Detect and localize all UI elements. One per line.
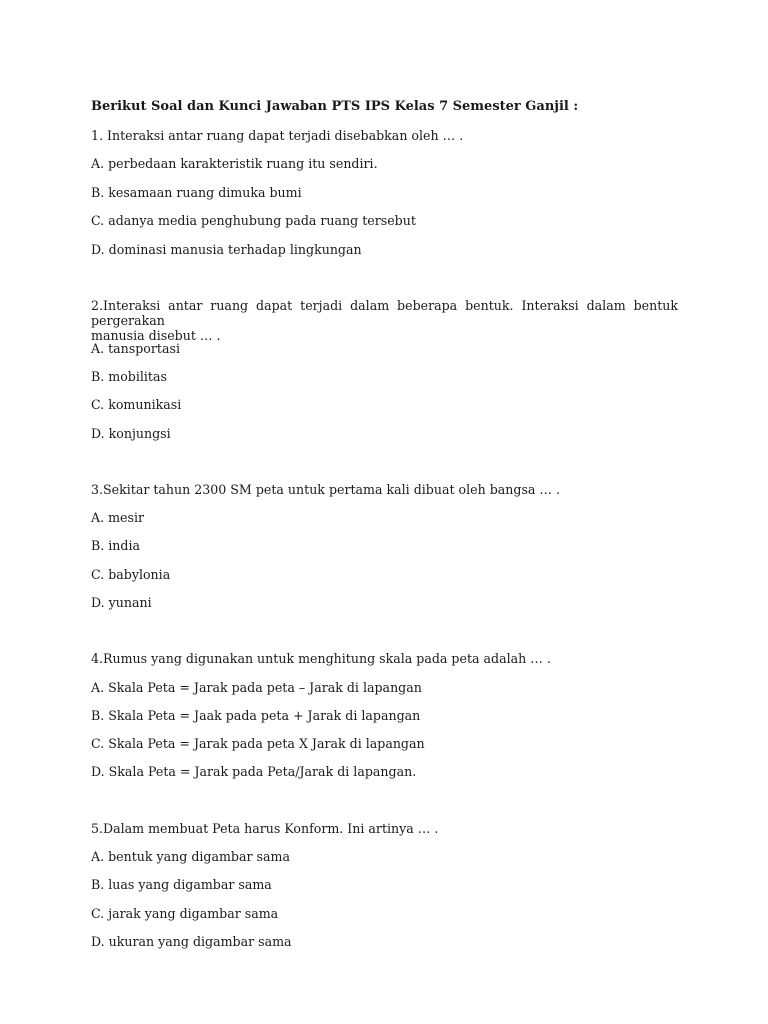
- question-4-option-b: B. Skala Peta = Jaak pada peta + Jarak di lapangan: [91, 708, 421, 723]
- question-1-text: 1. Interaksi antar ruang dapat terjadi disebabkan oleh … .: [91, 128, 464, 143]
- question-1-option-b: B. kesamaan ruang dimuka bumi: [91, 185, 302, 200]
- question-4-option-d: D. Skala Peta = Jarak pada Peta/Jarak di lapangan.: [91, 764, 417, 779]
- question-1-option-c: C. adanya media penghubung pada ruang tersebut: [91, 213, 416, 228]
- question-2-text: [91, 298, 678, 343]
- question-5-option-d: D. ukuran yang digambar sama: [91, 934, 292, 949]
- question-3-option-c: C. babylonia: [91, 567, 171, 582]
- question-5-option-c: C. jarak yang digambar sama: [91, 906, 279, 921]
- question-3-option-b: B. india: [91, 538, 140, 553]
- question-3-option-d: D. yunani: [91, 595, 152, 610]
- question-5-option-b: B. luas yang digambar sama: [91, 877, 272, 892]
- question-4-option-c: C. Skala Peta = Jarak pada peta X Jarak di lapangan: [91, 736, 425, 751]
- question-4-text: 4.Rumus yang digunakan untuk menghitung skala pada peta adalah … .: [91, 651, 551, 666]
- question-2-text-line-1: 2.Interaksi antar ruang dapat terjadi dalam beberapa bentuk. Interaksi dalam bentuk pergerakan: [91, 298, 678, 328]
- document-title: Berikut Soal dan Kunci Jawaban PTS IPS Kelas 7 Semester Ganjil :: [91, 99, 579, 114]
- question-2-option-a: A. tansportasi: [91, 341, 180, 356]
- question-2-text-line-2: manusia disebut … .: [91, 328, 221, 343]
- question-3-option-a: A. mesir: [91, 510, 145, 525]
- question-1-option-d: D. dominasi manusia terhadap lingkungan: [91, 242, 362, 257]
- question-3-text: 3.Sekitar tahun 2300 SM peta untuk pertama kali dibuat oleh bangsa … .: [91, 482, 561, 497]
- question-5-option-a: A. bentuk yang digambar sama: [91, 849, 290, 864]
- question-5-text: 5.Dalam membuat Peta harus Konform. Ini artinya … .: [91, 821, 439, 836]
- question-2-option-d: D. konjungsi: [91, 426, 171, 441]
- question-2-option-c: C. komunikasi: [91, 397, 182, 412]
- question-1-option-a: A. perbedaan karakteristik ruang itu sendiri.: [91, 156, 378, 171]
- question-2-option-b: B. mobilitas: [91, 369, 167, 384]
- question-4-option-a: A. Skala Peta = Jarak pada peta – Jarak di lapangan: [91, 680, 422, 695]
